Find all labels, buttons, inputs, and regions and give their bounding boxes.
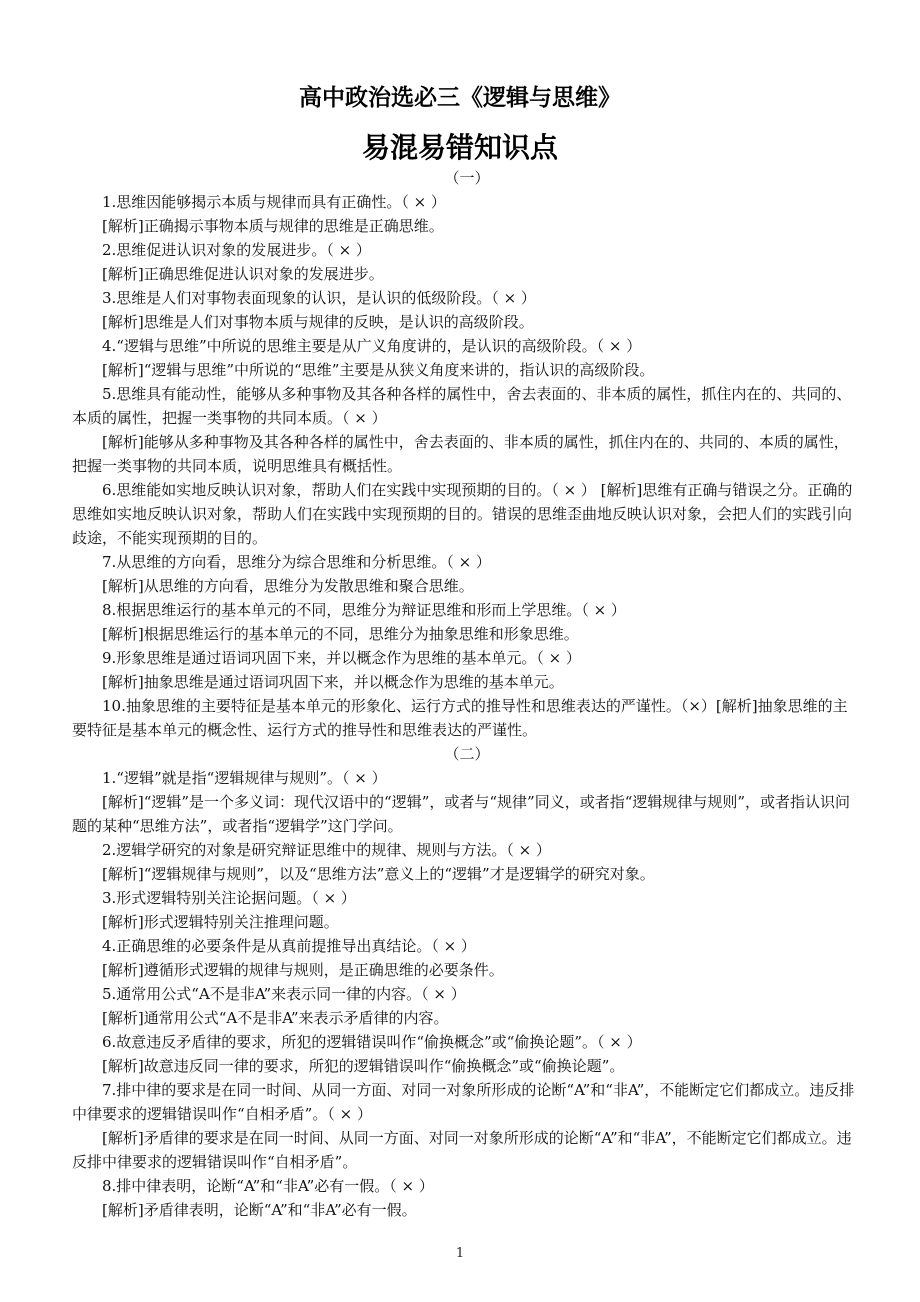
paragraph: 2.思维促进认识对象的发展进步。（ × ） bbox=[102, 241, 371, 259]
paragraph: 4.正确思维的必要条件是从真前提推导出真结论。（ × ） bbox=[102, 937, 476, 955]
paragraph: [解析]故意违反同一律的要求，所犯的逻辑错误叫作“偷换概念”或“偷换论题”。 bbox=[102, 1057, 625, 1075]
paragraph: [解析]矛盾律的要求是在同一时间、从同一方面、对同一对象所形成的论断“A”和“非A”，不能断定它们都成立。违反排中律要求的逻辑错误叫作“自相矛盾”。 bbox=[72, 1129, 852, 1171]
paragraph: 1.思维因能够揭示本质与规律而具有正确性。（ × ） bbox=[102, 193, 446, 211]
paragraph: 3.形式逻辑特别关注论据问题。（ × ） bbox=[102, 889, 356, 907]
paragraph: 7.从思维的方向看，思维分为综合思维和分析思维。（ × ） bbox=[102, 553, 491, 571]
paragraph: [解析]遵循形式逻辑的规律与规则，是正确思维的必要条件。 bbox=[102, 961, 504, 979]
paragraph: [解析]能够从多种事物及其各种各样的属性中，舍去表面的、非本质的属性，抓住内在的、共同的、本质的属性，把握一类事物的共同本质，说明思维具有概括性。 bbox=[72, 433, 849, 475]
paragraph: [解析]通常用公式“A不是非A”来表示矛盾律的内容。 bbox=[102, 1009, 449, 1027]
section-heading: （二） bbox=[444, 745, 490, 763]
paragraph: [解析]抽象思维是通过语词巩固下来，并以概念作为思维的基本单元。 bbox=[102, 673, 564, 691]
paragraph: 4.“逻辑与思维”中所说的思维主要是从广义角度讲的，是认识的高级阶段。（ × ） bbox=[102, 337, 642, 355]
paragraph: [解析]正确思维促进认识对象的发展进步。 bbox=[102, 265, 384, 283]
section-heading: （一） bbox=[444, 169, 490, 187]
paragraph: [解析]“逻辑”是一个多义词：现代汉语中的“逻辑”，或者与“规律”同义，或者指“逻辑规律与规则”，或者指认识问题的某种“思维方法”，或者指“逻辑学”这门学问。 bbox=[72, 793, 851, 835]
paragraph: 1.“逻辑”就是指“逻辑规律与规则”。（ × ） bbox=[102, 769, 387, 787]
paragraph: 5.通常用公式“A不是非A”来表示同一律的内容。（ × ） bbox=[102, 985, 466, 1003]
paragraph: [解析]“逻辑与思维”中所说的“思维”主要是从狭义角度来讲的，指认识的高级阶段。 bbox=[102, 361, 655, 379]
document-title: 高中政治选必三《逻辑与思维》 bbox=[299, 85, 621, 111]
page-number: 1 bbox=[455, 1246, 465, 1261]
paragraph: [解析]正确揭示事物本质与规律的思维是正确思维。 bbox=[102, 217, 444, 235]
paragraph: [解析]形式逻辑特别关注推理问题。 bbox=[102, 913, 339, 931]
paragraph: 8.根据思维运行的基本单元的不同，思维分为辩证思维和形而上学思维。（ × ） bbox=[102, 601, 626, 619]
document-body bbox=[72, 166, 862, 1222]
paragraph: 6.故意违反矛盾律的要求，所犯的逻辑错误叫作“偷换概念”或“偷换论题”。（ × ） bbox=[102, 1033, 642, 1051]
paragraph: [解析]矛盾律表明，论断“A”和“非A”必有一假。 bbox=[102, 1201, 417, 1219]
paragraph: 6.思维能如实地反映认识对象，帮助人们在实践中实现预期的目的。（ × ） [解析]思维有正确与错误之分。正确的思维如实地反映认识对象，帮助人们在实践中实现预期的目的。错误的思维歪曲地反映认识对象，会把人们的实践引向歧途，不能实现预期的目的。 bbox=[72, 481, 853, 547]
document-subtitle: 易混易错知识点 bbox=[361, 131, 558, 164]
paragraph: 7.排中律的要求是在同一时间、从同一方面、对同一对象所形成的论断“A”和“非A”，不能断定它们都成立。违反排中律要求的逻辑错误叫作“自相矛盾”。（ × ） bbox=[72, 1081, 855, 1123]
paragraph: 3.思维是人们对事物表面现象的认识，是认识的低级阶段。（ × ） bbox=[102, 289, 536, 307]
paragraph: [解析]从思维的方向看，思维分为发散思维和聚合思维。 bbox=[102, 577, 474, 595]
paragraph: 10.抽象思维的主要特征是基本单元的形象化、运行方式的推导性和思维表达的严谨性。（×）[解析]抽象思维的主要特征是基本单元的概念性、运行方式的推导性和思维表达的严谨性。 bbox=[72, 697, 848, 739]
paragraph: [解析]思维是人们对事物本质与规律的反映，是认识的高级阶段。 bbox=[102, 313, 534, 331]
paragraph: 9.形象思维是通过语词巩固下来，并以概念作为思维的基本单元。（ × ） bbox=[102, 649, 581, 667]
paragraph: 2.逻辑学研究的对象是研究辩证思维中的规律、规则与方法。（ × ） bbox=[102, 841, 551, 859]
paragraph: 5.思维具有能动性，能够从多种事物及其各种各样的属性中，舍去表面的、非本质的属性，抓住内在的、共同的、本质的属性，把握一类事物的共同本质。（ × ） bbox=[72, 385, 852, 427]
paragraph: [解析]根据思维运行的基本单元的不同，思维分为抽象思维和形象思维。 bbox=[102, 625, 579, 643]
paragraph: [解析]“逻辑规律与规则”，以及“思维方法”意义上的“逻辑”才是逻辑学的研究对象。 bbox=[102, 865, 655, 883]
paragraph: 8.排中律表明，论断“A”和“非A”必有一假。（ × ） bbox=[102, 1177, 434, 1195]
